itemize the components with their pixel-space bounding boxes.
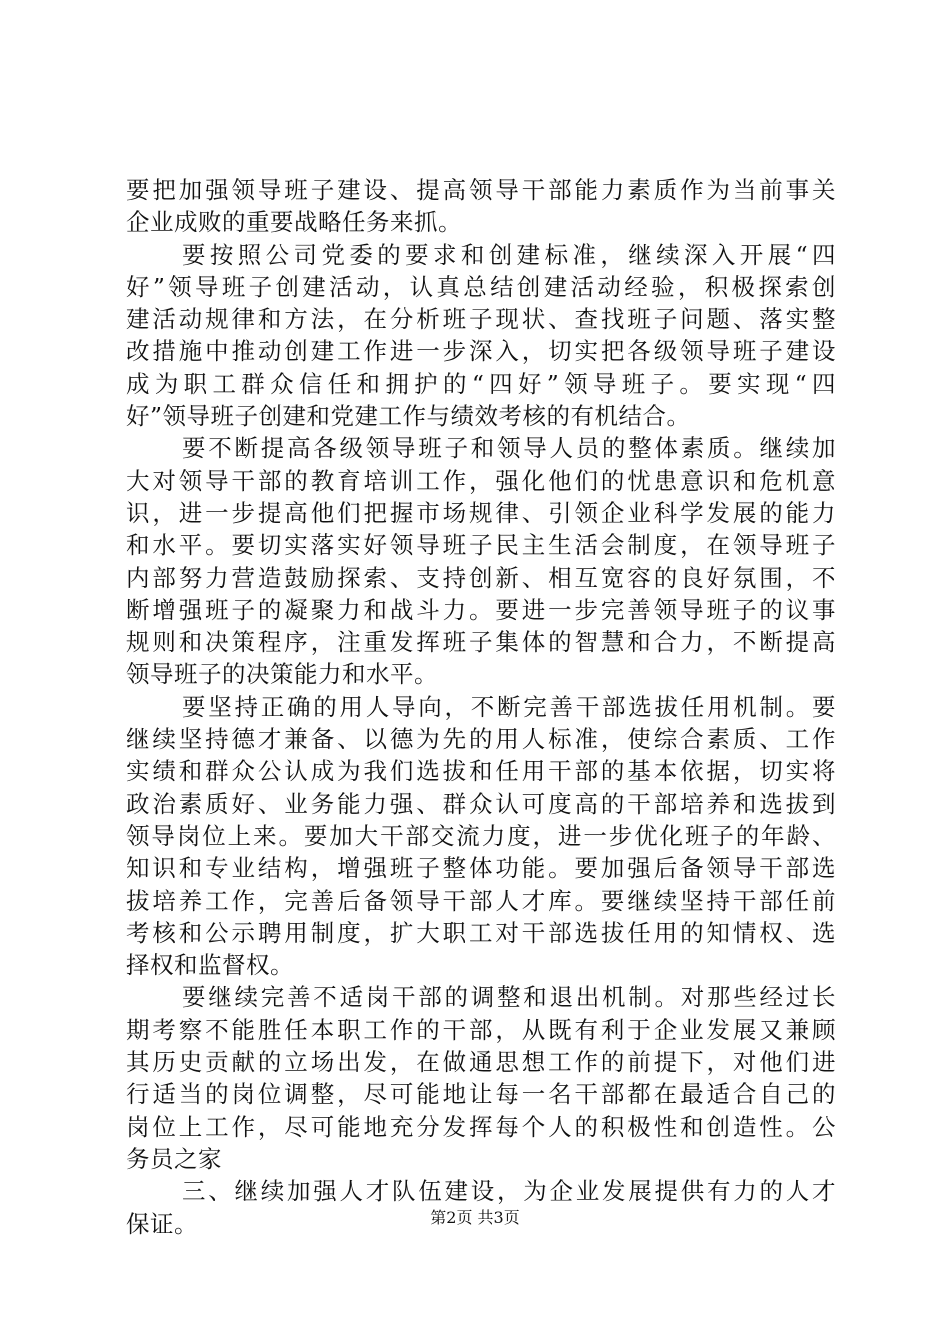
text-line: 期考察不能胜任本职工作的干部，从既有利于企业发展又兼顾 — [126, 1015, 836, 1044]
text-line: 识，进一步提高他们把握市场规律、引领企业科学发展的能力 — [126, 498, 836, 527]
text-line: 大对领导干部的教育培训工作，强化他们的忧患意识和危机意 — [126, 466, 836, 495]
text-line: 企业成败的重要战略任务来抓。 — [126, 208, 462, 237]
document-body — [126, 174, 836, 1240]
text-line: 实绩和群众公认成为我们选拔和任用干部的基本依据，切实将 — [126, 757, 836, 786]
text-line: 拔培养工作，完善后备领导干部人才库。要继续坚持干部任前 — [126, 886, 836, 915]
text-line: 保证。 — [126, 1209, 198, 1238]
text-line: 好”领导班子创建活动，认真总结创建活动经验，积极探索创 — [126, 272, 836, 301]
text-line: 好”领导班子创建和党建工作与绩效考核的有机结合。 — [126, 402, 691, 431]
text-line: 要不断提高各级领导班子和领导人员的整体素质。继续加 — [182, 434, 836, 463]
text-line: 择权和监督权。 — [126, 951, 294, 980]
text-line: 成为职工群众信任和拥护的“四好”领导班子。要实现“四 — [126, 369, 836, 398]
text-line: 考核和公示聘用制度，扩大职工对干部选拔任用的知情权、选 — [126, 918, 836, 947]
text-line: 断增强班子的凝聚力和战斗力。要进一步完善领导班子的议事 — [126, 595, 836, 624]
text-line: 其历史贡献的立场出发，在做通思想工作的前提下，对他们进 — [126, 1048, 836, 1077]
text-line: 要继续完善不适岗干部的调整和退出机制。对那些经过长 — [182, 983, 836, 1012]
text-line: 和水平。要切实落实好领导班子民主生活会制度，在领导班子 — [126, 531, 836, 560]
text-line: 政治素质好、业务能力强、群众认可度高的干部培养和选拔到 — [126, 789, 836, 818]
text-line: 要把加强领导班子建设、提高领导干部能力素质作为当前事关 — [126, 176, 836, 204]
text-line: 岗位上工作，尽可能地充分发挥每个人的积极性和创造性。公 — [126, 1112, 836, 1141]
text-line: 三、继续加强人才队伍建设，为企业发展提供有力的人才 — [182, 1177, 836, 1206]
text-line: 建活动规律和方法，在分析班子现状、查找班子问题、落实整 — [126, 305, 836, 334]
text-line: 继续坚持德才兼备、以德为先的用人标准，使综合素质、工作 — [126, 725, 836, 754]
text-line: 领导岗位上来。要加大干部交流力度，进一步优化班子的年龄、 — [126, 821, 836, 850]
text-line: 行适当的岗位调整，尽可能地让每一名干部都在最适合自己的 — [126, 1080, 836, 1109]
text-line: 知识和专业结构，增强班子整体功能。要加强后备领导干部选 — [126, 854, 836, 883]
text-line: 改措施中推动创建工作进一步深入，切实把各级领导班子建设 — [126, 337, 836, 366]
text-line: 要按照公司党委的要求和创建标准，继续深入开展“四 — [182, 240, 836, 269]
text-line: 内部努力营造鼓励探索、支持创新、相互宽容的良好氛围，不 — [126, 563, 836, 592]
text-line: 领导班子的决策能力和水平。 — [126, 660, 438, 689]
text-line: 规则和决策程序，注重发挥班子集体的智慧和合力，不断提高 — [126, 628, 836, 657]
text-line: 要坚持正确的用人导向，不断完善干部选拔任用机制。要 — [182, 692, 836, 721]
page-footer: 第2页 共3页 — [430, 1208, 520, 1227]
text-line: 务员之家 — [126, 1144, 222, 1173]
